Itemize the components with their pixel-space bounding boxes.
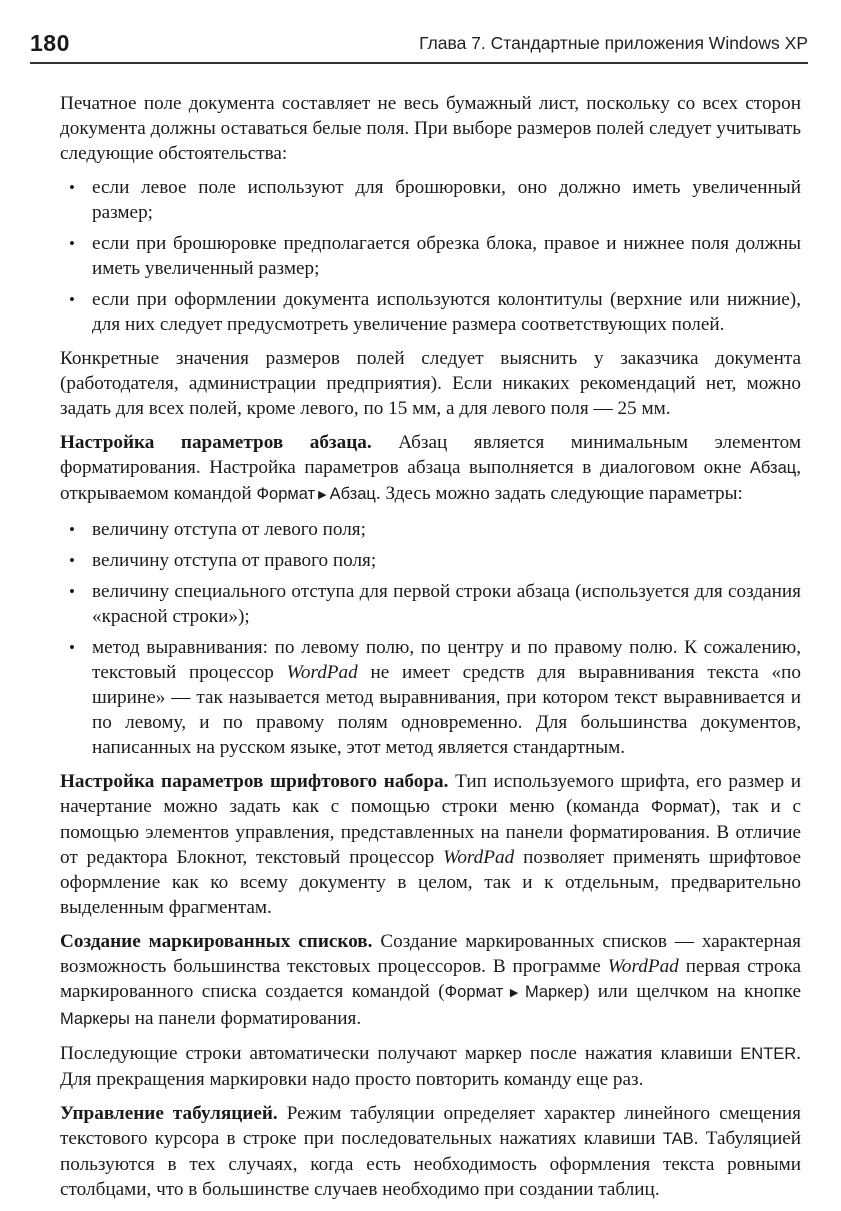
app-name: WordPad bbox=[443, 847, 515, 868]
header-rule bbox=[30, 62, 808, 64]
font-setup-section bbox=[60, 769, 801, 920]
page-header bbox=[30, 30, 808, 64]
section-title: Настройка параметров абзаца. bbox=[60, 432, 372, 453]
bullet-icon: • bbox=[69, 178, 75, 197]
bullet-icon: • bbox=[69, 551, 75, 570]
bullet-icon: • bbox=[69, 290, 75, 309]
body-text: первая строка маркированного списка создается командой ( bbox=[60, 956, 801, 1002]
key-name: TAB bbox=[662, 1130, 694, 1148]
page-body bbox=[60, 91, 801, 1211]
menu-name: Формат bbox=[650, 798, 710, 816]
menu-arrow-icon: ▶ bbox=[318, 489, 327, 501]
body-text: . Здесь можно задать следующие параметры: bbox=[375, 483, 743, 504]
app-name: WordPad bbox=[607, 956, 679, 977]
body-text: , открываемом командой bbox=[60, 457, 801, 504]
menu-arrow-icon: ▶ bbox=[506, 987, 522, 999]
paragraph-setup-section bbox=[60, 430, 801, 508]
dialog-name: Абзац bbox=[749, 459, 797, 477]
list-item bbox=[60, 635, 801, 760]
list-item bbox=[60, 287, 801, 337]
running-head: Глава 7. Стандартные приложения Windows XP bbox=[419, 33, 808, 53]
body-text: Тип используемого шрифта, его размер и начертание можно задать как с помощью строки меню (команда bbox=[60, 771, 802, 817]
body-text: . Табуляцией пользуются в тех случаях, когда есть необходимость оформления текста ровными столбцами, что в большинстве случаев необходимо при создании таблиц. bbox=[60, 1128, 802, 1200]
body-text: Режим табуляции определяет характер линейного смещения текстового курсора в строке при последовательных нажатиях клавиши bbox=[60, 1103, 802, 1149]
menu-name: Формат bbox=[256, 485, 316, 503]
list-item-text: если при брошюровке предполагается обрезка блока, правое и нижнее поля должны иметь увеличенный размер; bbox=[92, 233, 801, 279]
paragraph-params-list bbox=[60, 517, 801, 760]
bullet-icon: • bbox=[69, 582, 75, 601]
section-title: Настройка параметров шрифтового набора. bbox=[60, 771, 449, 792]
list-item bbox=[60, 231, 801, 281]
body-text: на панели форматирования. bbox=[134, 1008, 362, 1029]
list-item-text: метод выравнивания: по левому полю, по центру и по правому полю. К сожалению, текстовый процессор bbox=[92, 637, 801, 683]
list-item-text: величину отступа от левого поля; bbox=[92, 519, 366, 540]
intro-paragraph: Печатное поле документа составляет не весь бумажный лист, поскольку со всех сторон документа должны оставаться белые поля. При выборе размеров полей следует учитывать следующие обстоятельства: bbox=[60, 93, 801, 164]
menu-item-name: Абзац bbox=[329, 485, 376, 503]
body-text: Создание маркированных списков — характерная возможность большинства текстовых процессоров. В программе bbox=[60, 931, 802, 977]
body-text: ), так и с помощью элементов управления, представленных на панели форматирования. В отличие от редактора Блокнот, текстовый процессор bbox=[60, 796, 802, 868]
key-name: ENTER bbox=[740, 1045, 797, 1063]
menu-name: Формат bbox=[444, 983, 504, 1001]
margins-list bbox=[60, 175, 801, 337]
page-number: 180 bbox=[30, 30, 70, 56]
bullet-icon: • bbox=[69, 234, 75, 253]
body-text: Абзац является минимальным элементом форматирования. Настройка параметров абзаца выполняется в диалоговом окне bbox=[60, 432, 802, 478]
bullets-next-paragraph bbox=[60, 1041, 801, 1092]
list-item-text: величину отступа от правого поля; bbox=[92, 550, 377, 571]
bullets-setup-section bbox=[60, 929, 801, 1032]
button-name: Маркеры bbox=[60, 1010, 130, 1028]
list-item bbox=[60, 517, 801, 542]
bullet-icon: • bbox=[69, 520, 75, 539]
section-title: Управление табуляцией. bbox=[60, 1103, 278, 1124]
body-text: ) или щелчком на кнопке bbox=[582, 981, 801, 1002]
menu-item-name: Маркер bbox=[524, 983, 583, 1001]
app-name: WordPad bbox=[286, 662, 358, 683]
list-item-text: не имеет средств для выравнивания текста «по ширине» — так называется метод выравнивания, при котором текст выравнивается и по левому, и по правому полям одновременно. Для большинства документов, написанных на русском языке, этот метод является стандартным. bbox=[92, 662, 801, 758]
body-text: Последующие строки автоматически получают маркер после нажатия клавиши bbox=[60, 1043, 733, 1064]
list-item bbox=[60, 579, 801, 629]
bullet-icon: • bbox=[69, 638, 75, 657]
list-item-text: величину специального отступа для первой строки абзаца (используется для создания «красной строки»); bbox=[92, 581, 801, 627]
section-title: Создание маркированных списков. bbox=[60, 931, 373, 952]
list-item-text: если при оформлении документа используются колонтитулы (верхние или нижние), для них следует предусмотреть увеличение размера соответствующих полей. bbox=[92, 289, 801, 335]
list-item bbox=[60, 548, 801, 573]
body-text: . Для прекращения маркировки надо просто повторить команду еще раз. bbox=[60, 1043, 801, 1090]
list-item bbox=[60, 175, 801, 225]
list-item-text: если левое поле используют для брошюровки, оно должно иметь увеличенный размер; bbox=[92, 177, 801, 223]
tabs-setup-section bbox=[60, 1101, 801, 1202]
body-text: позволяет применять шрифтовое оформление как ко всему документу в целом, так и к отдельным, предварительно выделенным фрагментам. bbox=[60, 847, 802, 918]
margins-values-paragraph: Конкретные значения размеров полей следует выяснить у заказчика документа (работодателя, администрации предприятия). Если никаких рекомендаций нет, можно задать для всех полей, кроме левого, по 15 мм, а для левого поля — 25 мм. bbox=[60, 348, 801, 419]
